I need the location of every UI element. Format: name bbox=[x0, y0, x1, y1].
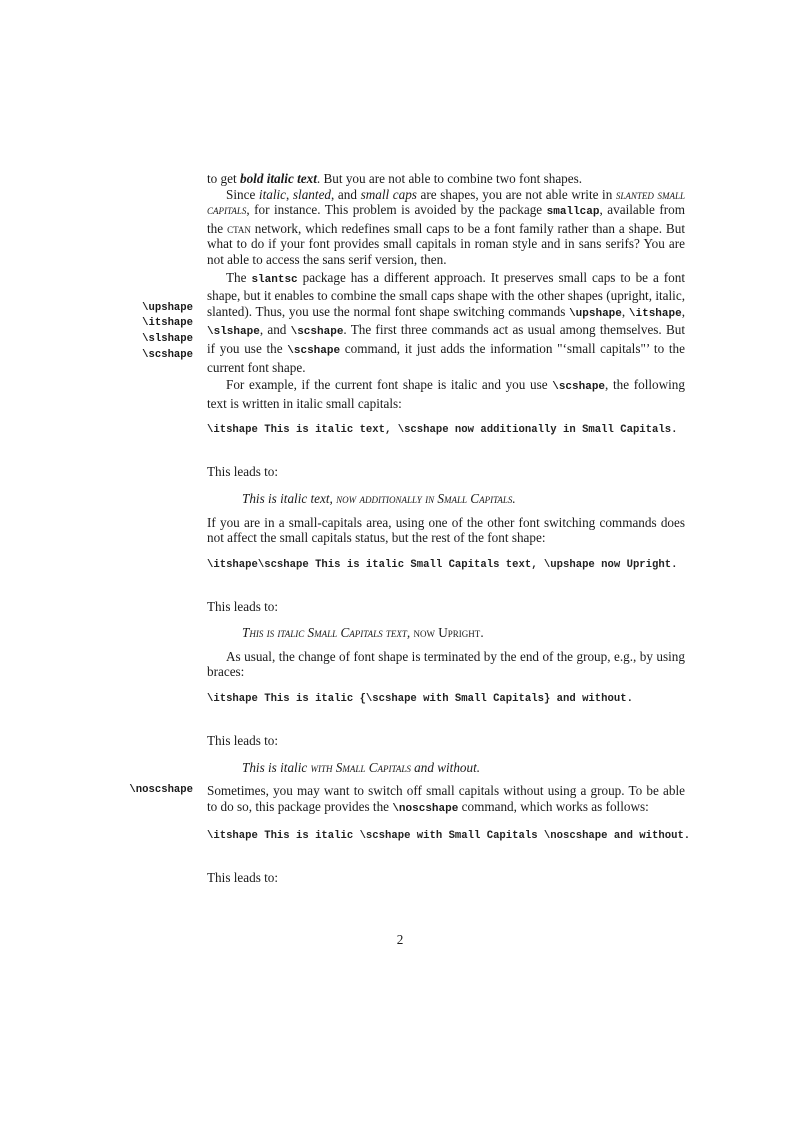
text-run: slanted bbox=[292, 186, 332, 202]
inline-code: \slshape bbox=[207, 326, 260, 339]
paragraph-small-caps-area bbox=[207, 515, 685, 546]
inline-code: \scshape bbox=[287, 344, 341, 357]
text-run: , for instance. This problem is avoided by the package bbox=[246, 202, 547, 218]
paragraph-body bbox=[207, 783, 685, 814]
example-output-2 bbox=[242, 625, 685, 641]
text-run: to get bbox=[207, 171, 240, 186]
inline-code: \upshape bbox=[569, 307, 622, 320]
leads-to-4: This leads to: bbox=[207, 870, 279, 886]
text-run: , bbox=[621, 303, 629, 319]
margin-note-shape-commands: \upshape \itshape \slshape \scshape bbox=[142, 301, 193, 361]
text-run: As usual, the change of font shape is terminated by the end of the group, e.g., by using braces: bbox=[207, 648, 685, 680]
page-number: 2 bbox=[396, 932, 404, 947]
text-run: . bbox=[480, 625, 484, 641]
text-run: , the following text is written in italic small capitals: bbox=[207, 377, 685, 411]
example-output-1 bbox=[242, 491, 685, 507]
code-example-4: \itshape This is italic \scshape with Small Capitals \noscshape and without. bbox=[207, 830, 691, 843]
text-run: , bbox=[681, 303, 685, 319]
text-run: italic bbox=[258, 186, 287, 202]
inline-code: slantsc bbox=[251, 273, 298, 286]
paragraph-continuation bbox=[207, 171, 685, 187]
paragraph-body bbox=[207, 270, 685, 375]
text-run: now Upright bbox=[413, 625, 481, 641]
code-example-1: \itshape This is italic text, \scshape now additionally in Small Capitals. bbox=[207, 424, 678, 437]
text-run: network, which redefines small caps to be a font family rather than a shape. But what to do if your font provides small capitals in roman style and in sans serifs? You are not able to access the sans serif version, then. bbox=[207, 220, 685, 267]
text-run: command, it just adds the information "‘small capitals"’ to the current font shape. bbox=[207, 340, 685, 375]
text-run: and without. bbox=[410, 759, 481, 775]
text-run: The bbox=[226, 269, 252, 285]
text-run: This is italic bbox=[242, 759, 311, 775]
text-run: small caps bbox=[360, 186, 417, 202]
inline-code: smallcap bbox=[546, 206, 600, 219]
text-run: . The first three commands act as usual among themselves. But if you use the bbox=[207, 322, 686, 356]
text-run: bold italic text bbox=[239, 171, 317, 186]
inline-code: \scshape bbox=[290, 326, 344, 339]
text-run: , bbox=[286, 186, 293, 202]
text-run: This is italic text, bbox=[242, 490, 337, 506]
paragraph-smallcap-problem bbox=[207, 187, 685, 268]
text-run: , and bbox=[331, 186, 361, 202]
paragraph-group-termination bbox=[207, 649, 685, 680]
text-run: . bbox=[512, 490, 516, 506]
text-run: If you are in a small-capitals area, using one of the other font switching commands does not affect the small capitals status, but the rest of the font shape: bbox=[207, 514, 685, 546]
text-run: , available from the bbox=[207, 202, 685, 236]
text-run: , and bbox=[259, 322, 291, 338]
paragraph-example-intro bbox=[207, 377, 685, 411]
text-run: Since bbox=[226, 186, 259, 202]
inline-code: \itshape bbox=[628, 307, 682, 320]
text-run: . But you are not able to combine two font shapes. bbox=[316, 171, 583, 186]
inline-code: \noscshape bbox=[392, 802, 459, 815]
inline-code: \scshape bbox=[552, 381, 606, 394]
text-run: command, which works as follows: bbox=[458, 798, 649, 814]
leads-to-3: This leads to: bbox=[207, 733, 279, 749]
margin-note-noscshape: \noscshape bbox=[129, 784, 193, 797]
text-run: slanted small capitals bbox=[207, 186, 686, 218]
leads-to-1: This leads to: bbox=[207, 464, 279, 480]
code-example-3: \itshape This is italic {\scshape with Small Capitals} and without. bbox=[207, 693, 633, 706]
text-run: are shapes, you are not able write in bbox=[416, 186, 616, 202]
leads-to-2: This leads to: bbox=[207, 598, 279, 614]
text-run: now additionally in Small Capitals bbox=[336, 490, 513, 506]
paragraph-noscshape bbox=[129, 783, 685, 817]
paragraph-slantsc-approach bbox=[142, 269, 686, 376]
text-run: with Small Capitals bbox=[310, 759, 411, 775]
text-run: This is italic Small Capitals text, bbox=[242, 625, 414, 641]
text-run: Sometimes, you may want to switch off small capitals without using a group. To be able to do so, this package provides the bbox=[207, 783, 685, 814]
text-run: For example, if the current font shape is italic and you use bbox=[226, 377, 553, 393]
code-example-2: \itshape\scshape This is italic Small Capitals text, \upshape now Upright. bbox=[207, 558, 678, 571]
text-run: package has a different approach. It preserves small caps to be a font shape, but it enables to combine the small caps shape with the other shapes (upright, italic, slanted). Thus, you use the normal font shape switching commands bbox=[207, 269, 685, 319]
example-output-3 bbox=[242, 760, 685, 776]
text-column bbox=[129, 171, 691, 886]
text-run: ctan bbox=[227, 220, 251, 236]
